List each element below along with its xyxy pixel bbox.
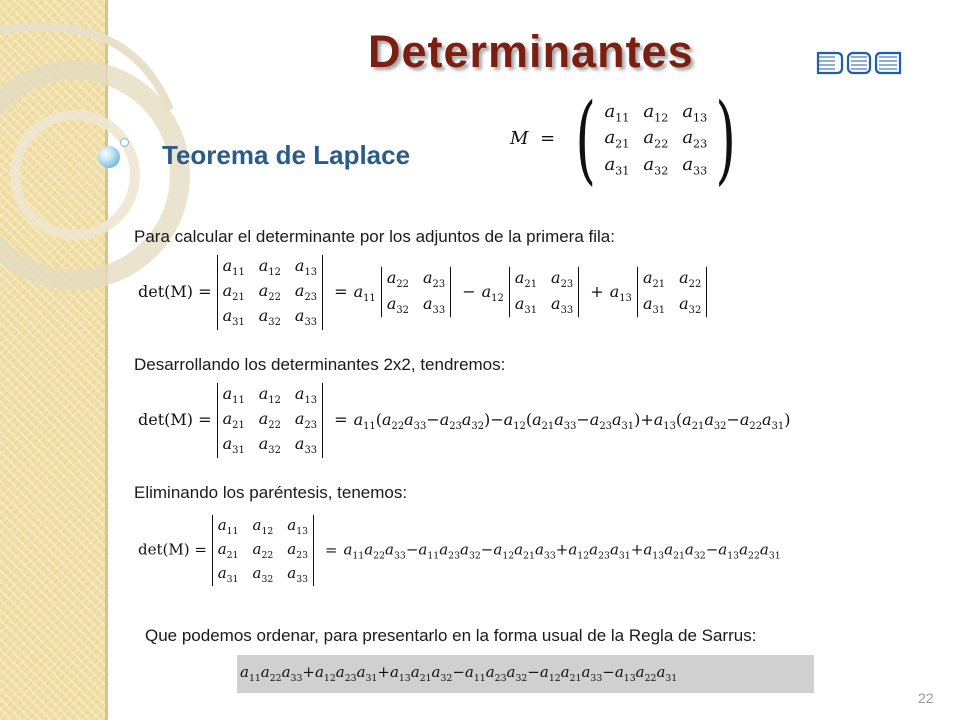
paragraph-sarrus: Que podemos ordenar, para presentarlo en la forma usual de la Regla de Sarrus:: [145, 626, 757, 645]
paragraph-expand-2x2: Desarrollando los determinantes 2x2, tendremos:: [134, 355, 506, 374]
small-bullet-icon: [120, 138, 129, 147]
page-number: 22: [918, 690, 934, 706]
paragraph-remove-parentheses: Eliminando los paréntesis, tenemos:: [134, 483, 408, 502]
det-label: det(M) =: [138, 409, 212, 429]
subtitle-bullet-icon: [98, 146, 120, 168]
matrix-entry: $a_{31}$: [604, 153, 630, 178]
doa-logo-icon: [815, 48, 903, 78]
matrix-name: M: [510, 128, 529, 150]
matrix-grid: [604, 101, 707, 178]
formula-expanded-minors: det(M) = $a_{11}$ $a_{12}$ $a_{13}$ $a_{21}$ $a_{22}$ $a_{23}$ $a_{31}$ $a_{32}$ $a_{33}$ = $a_{11}(a_{22}a_{33}-a_{23}a_{32})-a_{12}(a_{21}a_{33}-a_{23}a_{31})+a_{13}(a_{21}a_{32}-a_{22}a_{31})$: [138, 384, 791, 457]
matrix-entry: $a_{13}$: [682, 100, 708, 125]
matrix-entry: $a_{23}$: [682, 127, 708, 151]
paragraph-laplace: Para calcular el determinante por los adjuntos de la primera fila:: [134, 227, 615, 246]
formula-sarrus: $a_{11}a_{22}a_{33}+a_{12}a_{23}a_{31}+a_{13}a_{21}a_{32}-a_{11}a_{23}a_{32}-a_{12}a_{21}a_{33}-a_{13}a_{22}a_{31}$: [240, 663, 678, 684]
decorative-sidebar: [0, 0, 105, 720]
matrix-entry: $a_{32}$: [643, 153, 669, 178]
matrix-entry: $a_{11}$: [604, 100, 630, 125]
sidebar-edge: [105, 0, 108, 720]
matrix-entry: $a_{21}$: [604, 127, 630, 151]
det-label: det(M) =: [138, 540, 207, 559]
matrix-entry: $a_{12}$: [643, 100, 669, 125]
formula-laplace-expansion: det(M) = $a_{11}$ $a_{12}$ $a_{13}$ $a_{21}$ $a_{22}$ $a_{23}$ $a_{31}$ $a_{32}$ $a_{33}$ = $a_{11}$ $a_{22}$ $a_{23}$ $a_{32}$ $a_{33}$ − $a_{12}$ $a_{21}$ $a_{23}$ $a_{31}$ $a_{33}$ + $a_{13}$ $a_{21}$ $a_{22}$ $a_{31}$ $a_{32}$: [138, 255, 707, 330]
det-label: det(M) =: [138, 281, 212, 301]
matrix-entry: $a_{22}$: [643, 127, 669, 151]
matrix-entry: $a_{33}$: [682, 153, 708, 178]
matrix-definition: M = ( $a_{11}$ $a_{12}$ $a_{13}$ $a_{21}$ $a_{22}$ $a_{23}$ $a_{31}$ $a_{32}$ $a_{33}$ ): [510, 83, 737, 195]
formula-full-expansion: det(M) = $a_{11}$ $a_{12}$ $a_{13}$ $a_{21}$ $a_{22}$ $a_{23}$ $a_{31}$ $a_{32}$ $a_{33}$ = $a_{11}a_{22}a_{33}-a_{11}a_{23}a_{32}-a_{12}a_{21}a_{33}+a_{12}a_{23}a_{31}+a_{13}a_{21}a_{32}-a_{13}a_{22}a_{31}$: [138, 516, 781, 585]
page-title: Determinantes: [368, 26, 694, 77]
section-subtitle: Teorema de Laplace: [162, 140, 411, 170]
